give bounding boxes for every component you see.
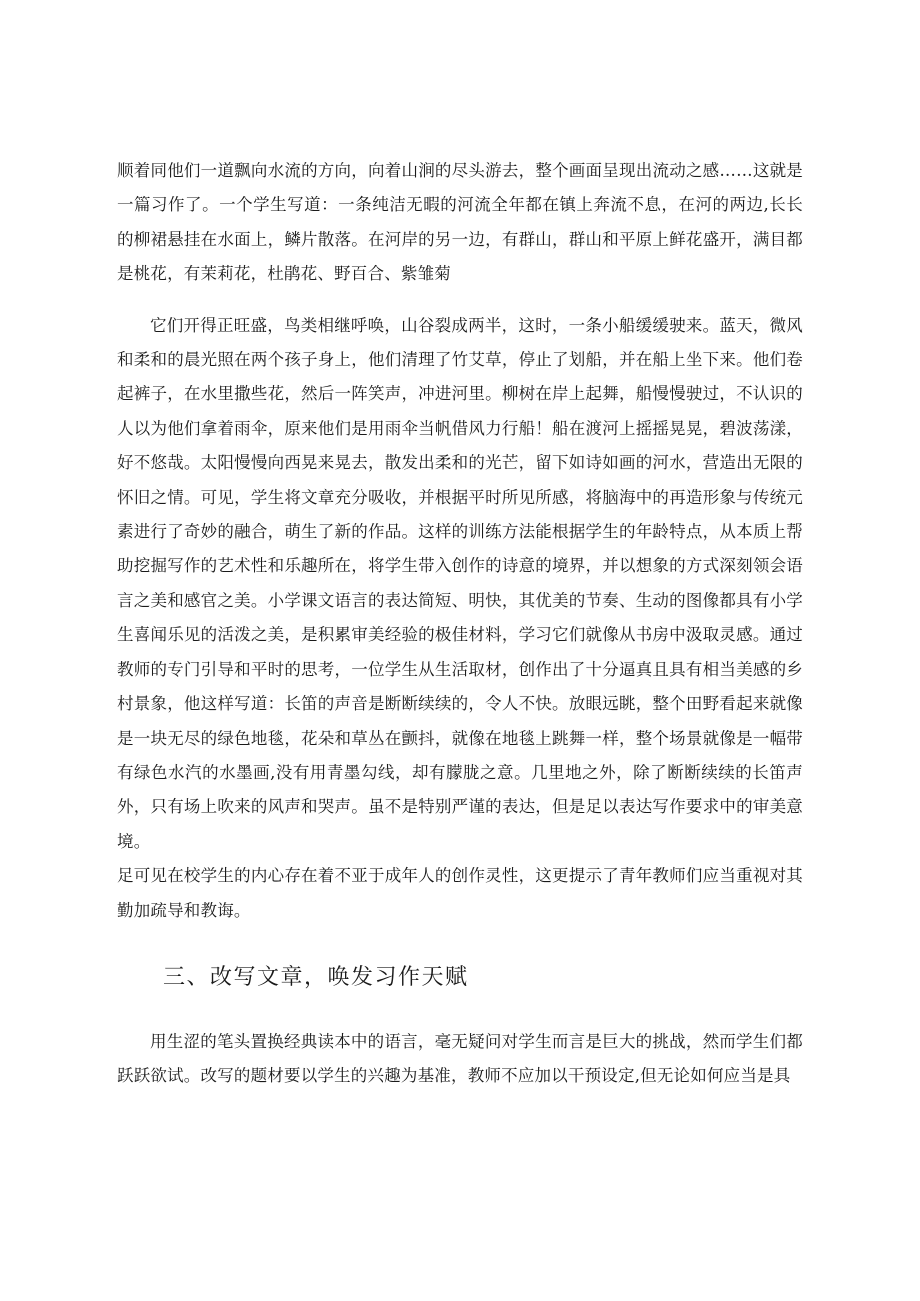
section-heading: 三、改写文章，唤发习作天赋 [163, 964, 469, 990]
paragraph-student-example: 它们开得正旺盛，鸟类相继呼唤，山谷裂成两半，这时，一条小船缓缓驶来。蓝天，微风和柔和的晨光照在两个孩子身上，他们清理了竹艾草，停止了划船，并在船上坐下来。他们卷起裤子，在水里撒些花，然后一阵笑声，冲进河里。柳树在岸上起舞，船慢慢驶过，不认识的人以为他们拿着雨伞，原来他们是用雨伞当帆借风力行船！船在渡河上摇摇晃晃，碧波荡漾，好不悠哉。太阳慢慢向西晃来晃去，散发出柔和的光芒，留下如诗如画的河水，营造出无限的怀旧之情。可见，学生将文章充分吸收，并根据平时所见所感，将脑海中的再造形象与传统元素进行了奇妙的融合，萌生了新的作品。这样的训练方法能根据学生的年龄特点，从本质上帮助挖掘写作的艺术性和乐趣所在，将学生带入创作的诗意的境界，并以想象的方式深刻领会语言之美和感官之美。小学课文语言的表达简短、明快，其优美的节奏、生动的图像都具有小学生喜闻乐见的活泼之美，是积累审美经验的极佳材料，学习它们就像从书房中汲取灵感。通过教师的专门引导和平时的思考，一位学生从生活取材，创作出了十分逼真且具有相当美感的乡村景象，他这样写道：长笛的声音是断断续续的，令人不快。放眼远眺，整个田野看起来就像是一块无尽的绿色地毯，花朵和草丛在颤抖，就像在地毯上跳舞一样，整个场景就像是一幅带有绿色水汽的水墨画,没有用青墨勾线，却有朦胧之意。几里地之外，除了断断续续的长笛声外，只有场上吹来的风声和哭声。虽不是特别严谨的表达，但是足以表达写作要求中的审美意境。 [117, 315, 803, 851]
paragraph-section-three: 用生涩的笔头置换经典读本中的语言，毫无疑问对学生而言是巨大的挑战，然而学生们都跃跃欲试。改写的题材要以学生的兴趣为基准，教师不应加以干预设定,但无论如何应当是具 [117, 1031, 803, 1086]
paragraph-conclusion: 足可见在校学生的内心存在着不亚于成年人的创作灵性，这更提示了青年教师们应当重视对其勤加疏导和教诲。 [117, 866, 803, 920]
document-body [117, 154, 803, 1094]
paragraph-continued: 顺着同他们一道飘向水流的方向，向着山涧的尽头游去，整个画面呈现出流动之感……这就是一篇习作了。一个学生写道：一条纯洁无暇的河流全年都在镇上奔流不息，在河的两边,长长的柳裙悬挂在水面上，鳞片散落。在河岸的另一边，有群山，群山和平原上鲜花盛开，满目都是桃花，有茉莉花，杜鹃花、野百合、紫雏菊 [117, 161, 803, 284]
